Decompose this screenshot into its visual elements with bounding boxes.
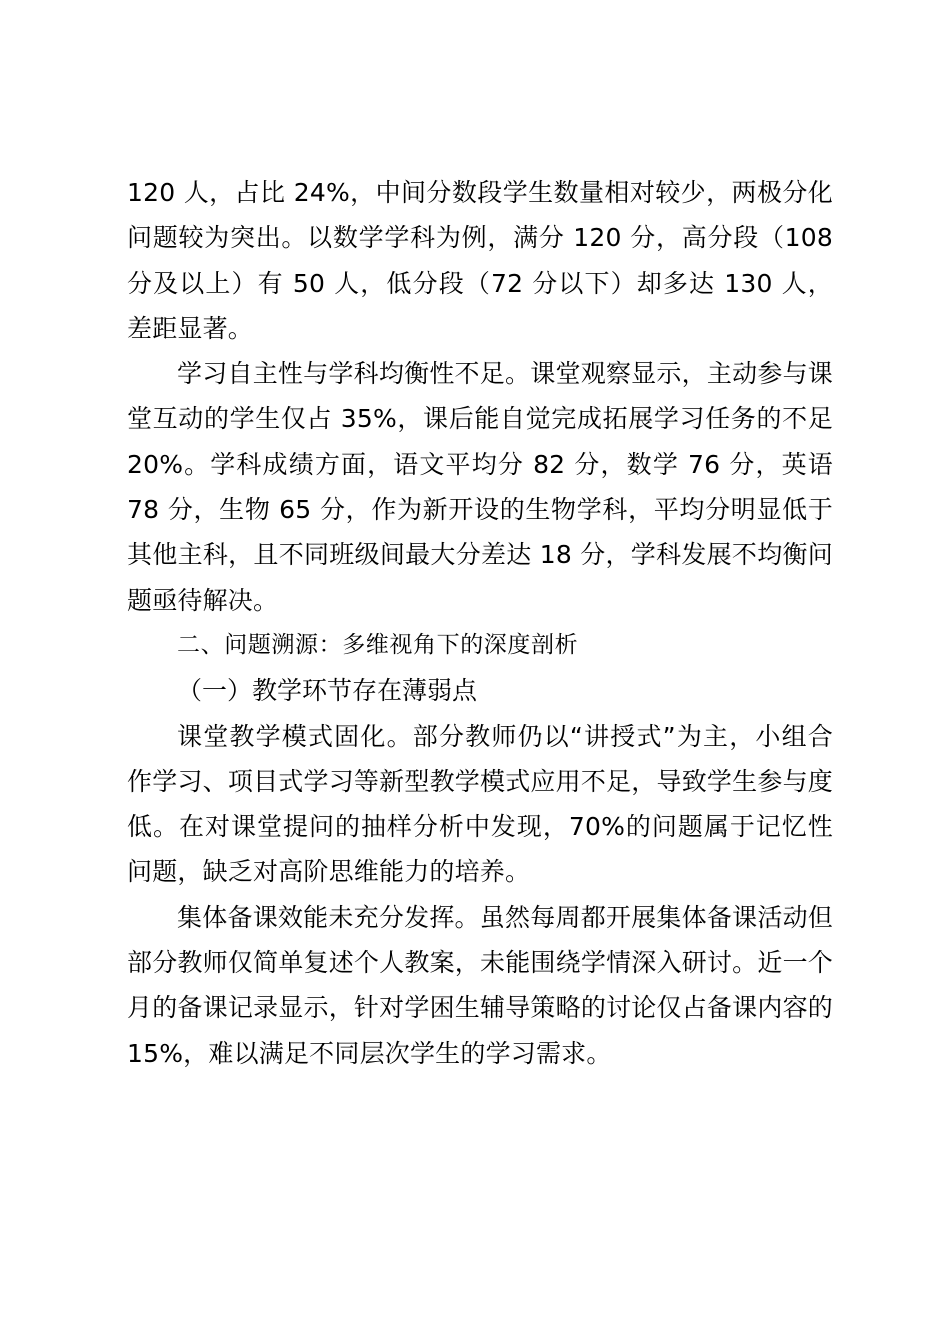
paragraph-score-distribution: 120 人，占比 24%，中间分数段学生数量相对较少，两极分化问题较为突出。以数学学科为例，满分 120 分，高分段（108分及以上）有 50 人，低分段（72 分以下）却多达 130 人，差距显著。: [127, 178, 833, 343]
paragraph-learning-autonomy: 学习自主性与学科均衡性不足。课堂观察显示，主动参与课堂互动的学生仅占 35%，课后能自觉完成拓展学习任务的不足 20%。学科成绩方面，语文平均分 82 分，数学 76 分，英语 78 分，生物 65 分，作为新开设的生物学科，平均分明显低于其他主科，且不同班级间最大分差达 18 分，学科发展不均衡问题亟待解决。: [127, 359, 833, 615]
section-heading-problem-origin: 二、问题溯源：多维视角下的深度剖析: [177, 631, 579, 658]
document-page: [127, 170, 833, 1076]
subheading-teaching-weakness: （一）教学环节存在薄弱点: [177, 676, 478, 706]
paragraph-collective-lesson-prep: 集体备课效能未充分发挥。虽然每周都开展集体备课活动但部分教师仅简单复述个人教案，未能围绕学情深入研讨。近一个月的备课记录显示，针对学困生辅导策略的讨论仅占备课内容的 15%，难以满足不同层次学生的学习需求。: [127, 902, 833, 1068]
paragraph-teaching-mode: 课堂教学模式固化。部分教师仍以“讲授式”为主，小组合作学习、项目式学习等新型教学模式应用不足，导致学生参与度低。在对课堂提问的抽样分析中发现，70%的问题属于记忆性问题，缺乏对高阶思维能力的培养。: [127, 721, 833, 887]
